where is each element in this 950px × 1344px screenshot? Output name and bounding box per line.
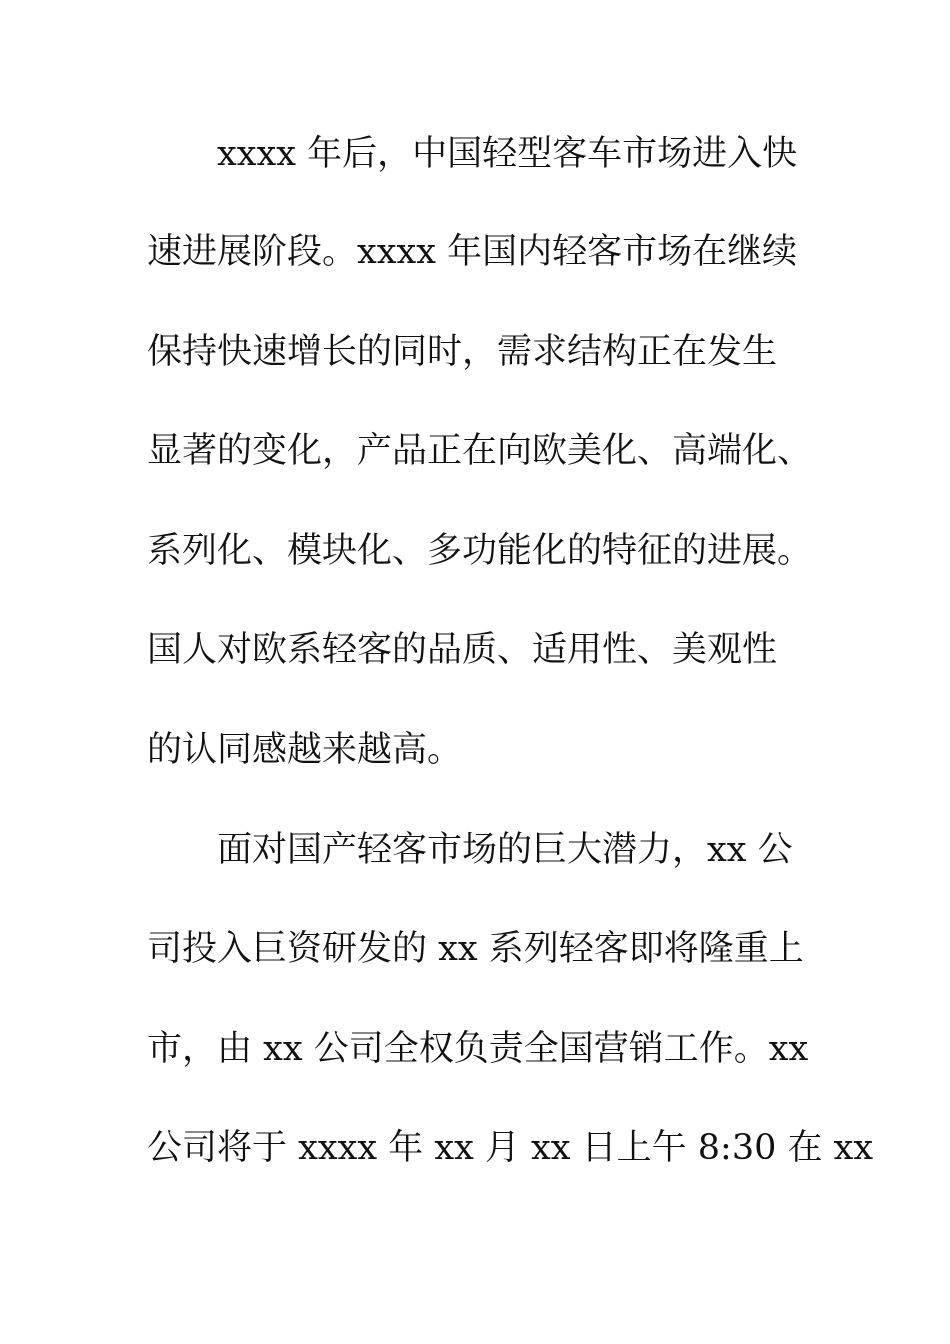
- text-line: 显著的变化，产品正在向欧美化、高端化、: [147, 431, 813, 471]
- text-line: 系列化、模块化、多功能化的特征的进展。: [147, 531, 813, 571]
- text-line: 公司将于 xxxx 年 xx 月 xx 日上午 8:30 在 xx: [147, 1128, 874, 1168]
- text-line: xxxx 年后，中国轻型客车市场进入快: [217, 134, 798, 174]
- text-line: 市，由 xx 公司全权负责全国营销工作。xx: [147, 1029, 809, 1069]
- text-line: 面对国产轻客市场的巨大潜力，xx 公: [217, 830, 793, 870]
- text-line: 速进展阶段。xxxx 年国内轻客市场在继续: [147, 232, 798, 272]
- text-line: 国人对欧系轻客的品质、适用性、美观性: [147, 630, 778, 670]
- text-line: 司投入巨资研发的 xx 系列轻客即将隆重上: [147, 929, 804, 969]
- text-line: 的认同感越来越高。: [147, 730, 463, 770]
- text-line: 保持快速增长的同时，需求结构正在发生: [147, 332, 778, 372]
